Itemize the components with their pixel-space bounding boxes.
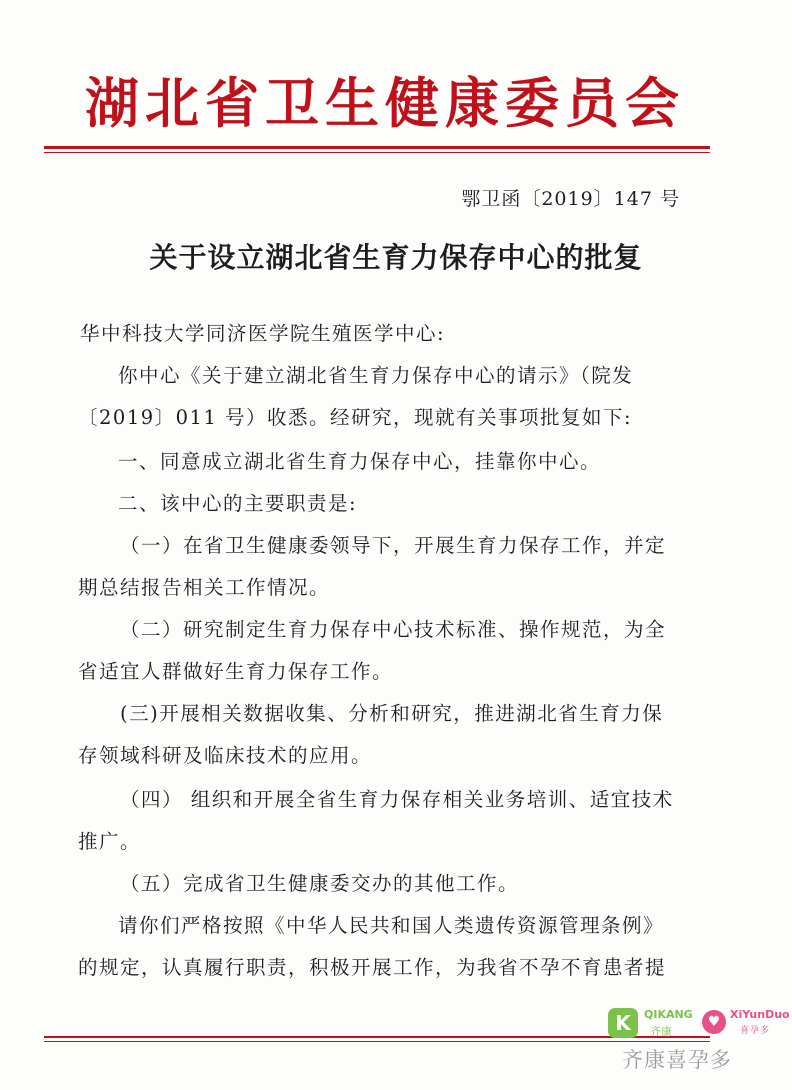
addressee-line: 华中科技大学同济医学院生殖医学中心: <box>80 322 446 345</box>
red-rule-bottom-thin <box>44 1041 710 1042</box>
red-rule-thin <box>44 152 710 153</box>
red-rule-thick <box>44 146 710 149</box>
watermark-logos <box>608 1006 788 1040</box>
body-line: （二）研究制定生育力保存中心技术标准、操作规范，为全 <box>120 618 667 641</box>
body-line: 一、同意成立湖北省生育力保存中心，挂靠你中心。 <box>118 450 602 473</box>
body-line: 请你们严格按照《中华人民共和国人类遗传资源管理条例》 <box>118 914 665 937</box>
body-line: 推广。 <box>78 830 142 853</box>
xiyunduo-logo-icon: ♥ <box>702 1010 726 1034</box>
body-line: 期总结报告相关工作情况。 <box>78 576 331 599</box>
qikang-brand-cn: 齐康 <box>650 1025 672 1038</box>
body-line: （五）完成省卫生健康委交办的其他工作。 <box>120 872 520 895</box>
body-line: 省适宜人群做好生育力保存工作。 <box>78 660 394 683</box>
body-line: (三)开展相关数据收集、分析和研究，推进湖北省生育力保 <box>120 702 664 725</box>
qikang-logo-icon: K <box>608 1008 638 1038</box>
issuing-authority-masthead: 湖北省卫生健康委员会 <box>85 71 685 135</box>
xiyunduo-brand-cn: 喜孕多 <box>740 1026 771 1036</box>
qikang-brand-name: QIKANG <box>644 1008 693 1021</box>
document-title: 关于设立湖北省生育力保存中心的批复 <box>149 241 643 274</box>
watermark-text: 齐康喜孕多 <box>622 1048 732 1072</box>
body-line: 二、该中心的主要职责是: <box>118 492 358 515</box>
body-line: 存领域科研及临床技术的应用。 <box>78 744 373 767</box>
body-line: 〔2019〕011 号）收悉。经研究，现就有关事项批复如下: <box>78 406 633 429</box>
body-line: 你中心《关于建立湖北省生育力保存中心的请示》（院发 <box>118 364 634 387</box>
body-line: 的规定，认真履行职责，积极开展工作，为我省不孕不育患者提 <box>78 956 667 979</box>
document-number: 鄂卫函〔2019〕147 号 <box>461 188 680 210</box>
body-line: （四） 组织和开展全省生育力保存相关业务培训、适宜技术 <box>120 788 674 811</box>
xiyunduo-brand-name: XiYunDuo <box>730 1008 790 1021</box>
body-line: （一）在省卫生健康委领导下，开展生育力保存工作，并定 <box>120 534 667 557</box>
